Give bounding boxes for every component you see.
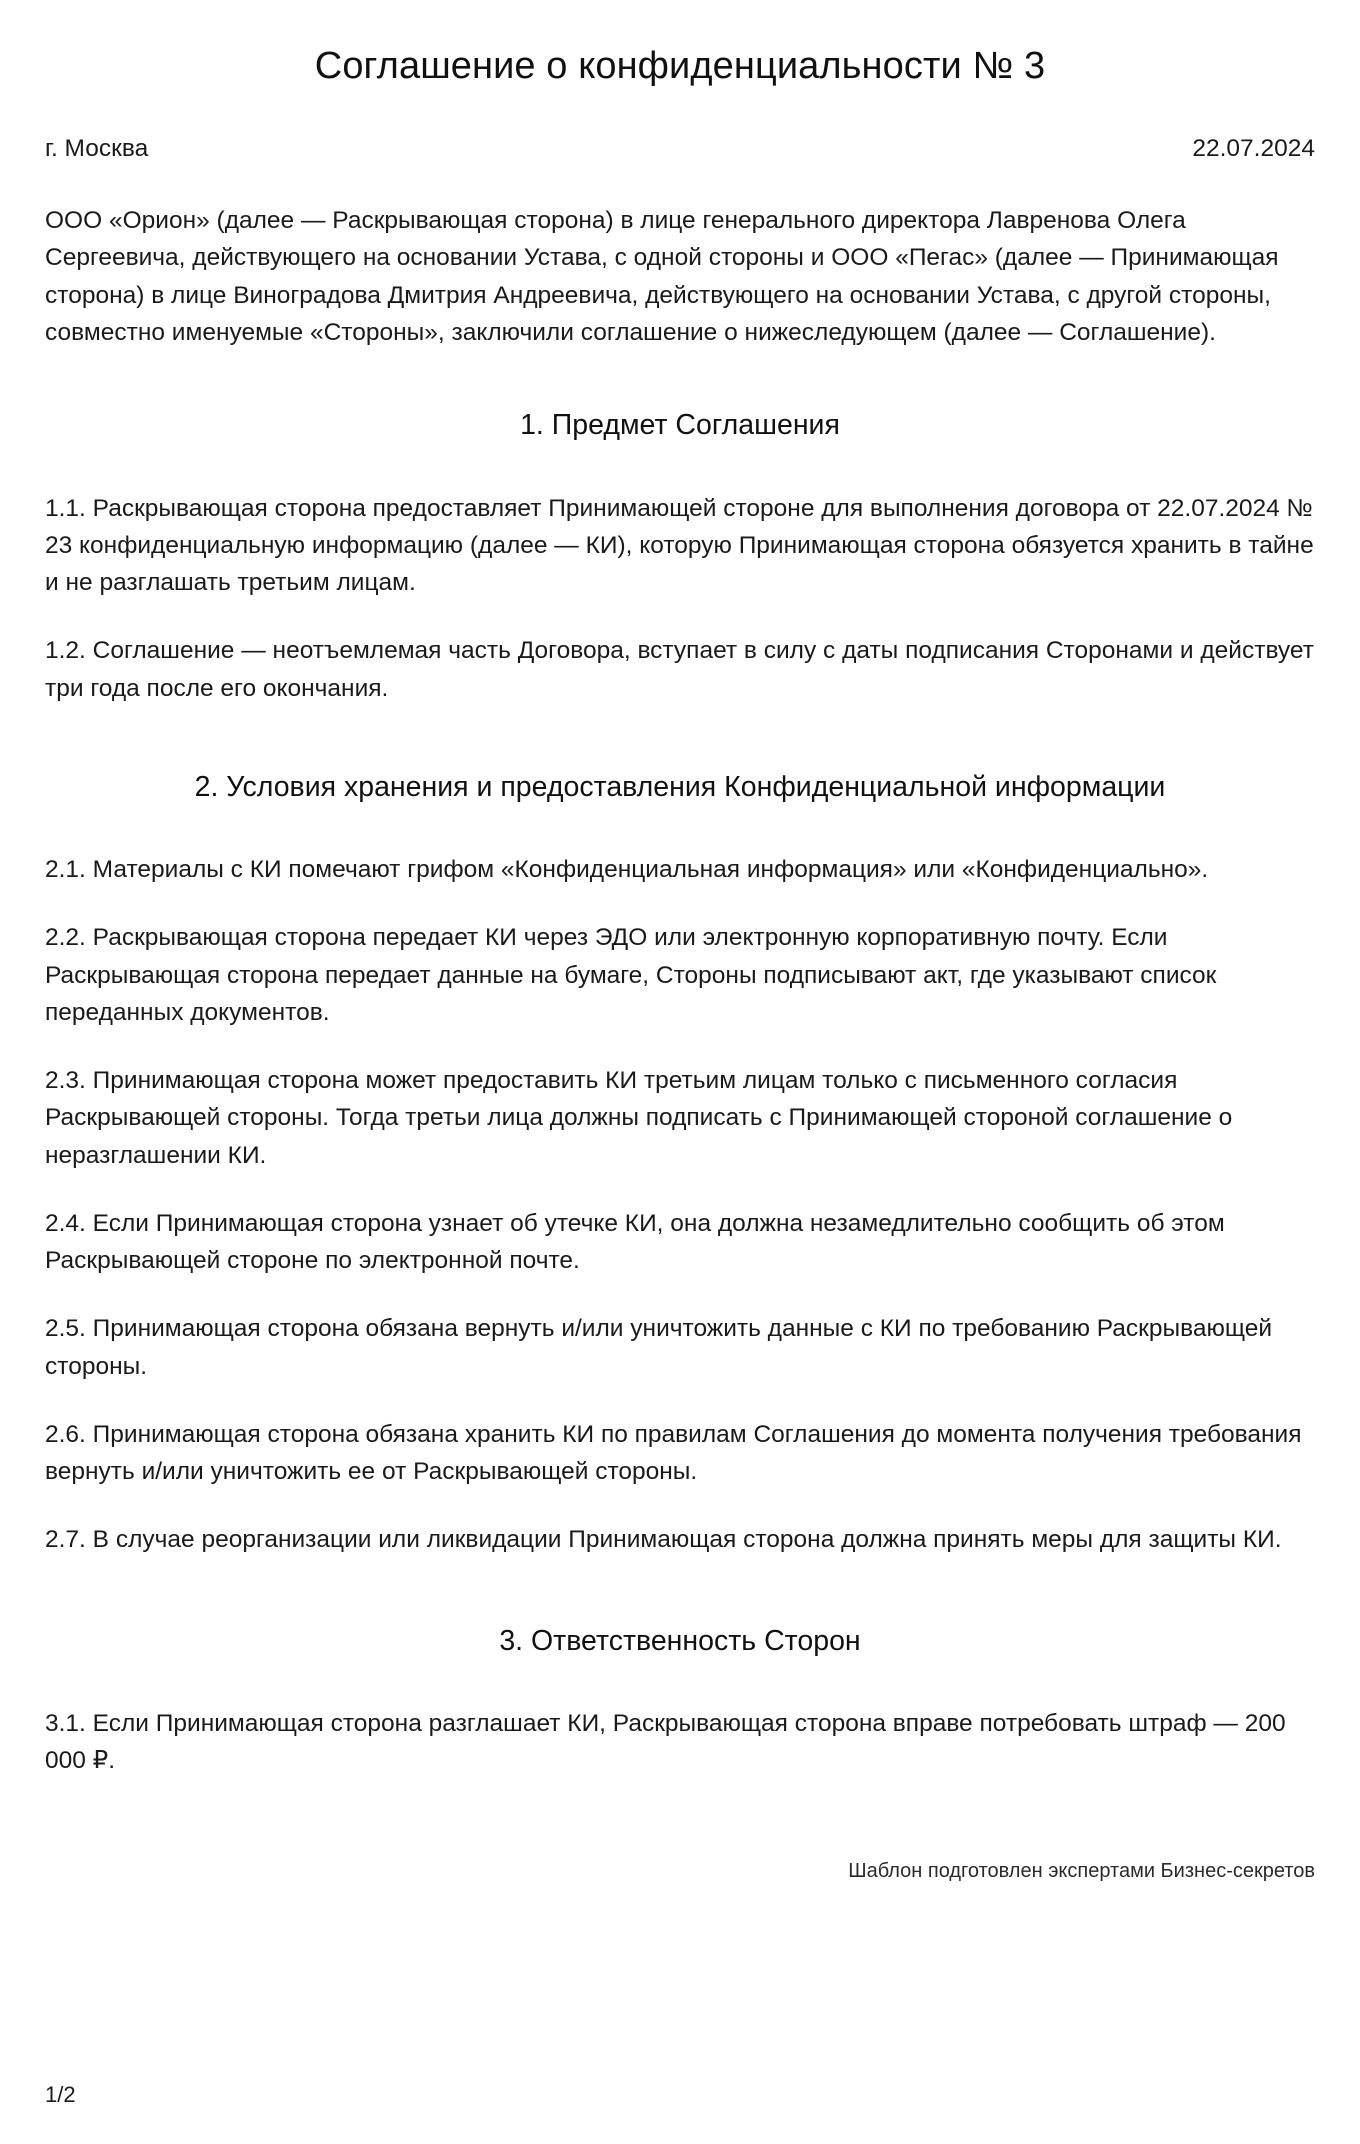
document-city: г. Москва <box>45 135 149 163</box>
section-heading-3: 3. Ответственность Сторон <box>499 1624 861 1657</box>
clause-2-2: 2.2. Раскрывающая сторона передает КИ через ЭДО или электронную корпоративную почту. Если Раскрывающая сторона передает данные на бумаге, Стороны подписывают акт, где указывают список переданных документов. <box>45 924 1217 1026</box>
template-credit-note: Шаблон подготовлен экспертами Бизнес-секретов <box>848 1860 1315 1883</box>
clause-2-7: 2.7. В случае реорганизации или ликвидации Принимающая сторона должна принять меры для защиты КИ. <box>45 1526 1282 1554</box>
document-date: 22.07.2024 <box>1192 135 1315 163</box>
clause-1-1: 1.1. Раскрывающая сторона предоставляет Принимающей стороне для выполнения договора от 22.07.2024 № 23 конфиденциальную информацию (далее — КИ), которую Принимающая сторона обязуется хранить в тайне и не разглашать третьим лицам. <box>45 494 1314 597</box>
clause-3-1: 3.1. Если Принимающая сторона разглашает КИ, Раскрывающая сторона вправе потребовать штраф — 200 000 ₽. <box>45 1710 1286 1775</box>
document-preamble: ООО «Орион» (далее — Раскрывающая сторона) в лице генерального директора Лавренова Олега Сергеевича, действующего на основании Устава, с одной стороны и ООО «Пегас» (далее — Принимающая сторона) в лице Виноградова Дмитрия Андреевича, действующего на основании Устава, с другой стороны, совместно именуемые «Стороны», заключили соглашение о нижеследующем (далее — Соглашение). <box>45 207 1279 346</box>
clause-2-4: 2.4. Если Принимающая сторона узнает об утечке КИ, она должна незамедлительно сообщить об этом Раскрывающей стороне по электронной почте. <box>45 1209 1225 1275</box>
section-heading-2: 2. Условия хранения и предоставления Конфиденциальной информации <box>194 770 1166 803</box>
section-heading-1: 1. Предмет Соглашения <box>520 409 840 442</box>
clause-1-2: 1.2. Соглашение — неотъемлемая часть Договора, вступает в силу с даты подписания Сторонами и действует три года после его окончания. <box>45 637 1314 702</box>
page-title: Соглашение о конфиденциальности № 3 <box>314 45 1046 87</box>
document-meta-row <box>45 133 1315 165</box>
clause-2-1: 2.1. Материалы с КИ помечают грифом «Конфиденциальная информация» или «Конфиденциально». <box>45 856 1209 884</box>
clause-2-5: 2.5. Принимающая сторона обязана вернуть и/или уничтожить данные с КИ по требованию Раскрывающей стороны. <box>45 1315 1273 1380</box>
clause-2-3: 2.3. Принимающая сторона может предоставить КИ третьим лицам только с письменного согласия Раскрывающей стороны. Тогда третьи лица должны подписать с Принимающей стороной соглашение о неразглашении КИ. <box>45 1067 1233 1169</box>
page-number: 1/2 <box>45 2081 76 2107</box>
clause-2-6: 2.6. Принимающая сторона обязана хранить КИ по правилам Соглашения до момента получения требования вернуть и/или уничтожить ее от Раскрывающей стороны. <box>45 1420 1302 1486</box>
